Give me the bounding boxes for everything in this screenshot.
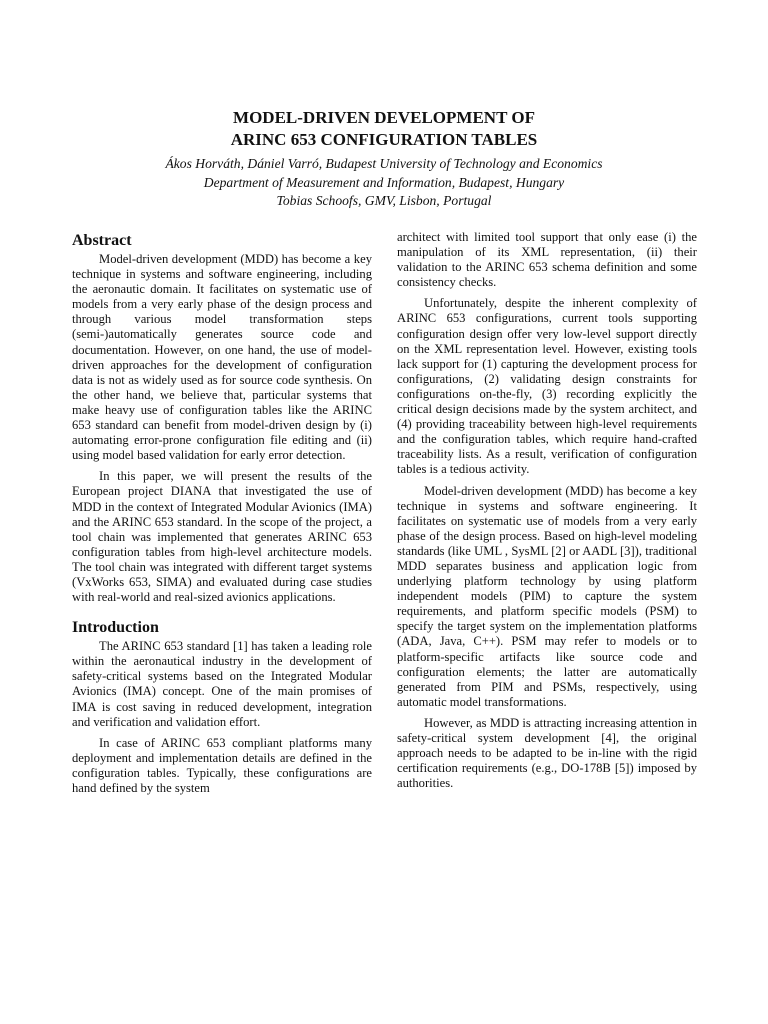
introduction-paragraph-2: In case of ARINC 653 compliant platforms many deployment and implementation details are defined in the configuration tables. Typically, these configurations are hand defined by the system (72, 735, 372, 795)
title-line-2: ARINC 653 CONFIGURATION TABLES (230, 130, 538, 149)
introduction-heading: Introduction (72, 619, 159, 637)
author-line-2: Department of Measurement and Information, Budapest, Hungary (203, 174, 565, 190)
introduction-paragraph-4: Model-driven development (MDD) has become a key technique in systems and software engineering. It facilitates on systematic use of models from a very early phase of the design process. Based on high-level modeling standards (like UML , SysML [2] or AADL [3]), traditional MDD separates business and application logic from underlying platform technology by using platform independent models (PIM) to capture the system requirements, and platform specific models (PSM) to specify the target system on the implementation platforms (ADA, Java, C++). PSM may refer to models or to platform-specific artifacts like source code and configuration elements; the latter are automatically generated from PIM and PSMs, respectively, using automatic model transformations. (397, 483, 697, 709)
abstract-heading: Abstract (72, 232, 132, 249)
author-line-3: Tobias Schoofs, GMV, Lisbon, Portugal (276, 193, 492, 208)
right-column (397, 230, 697, 797)
abstract-paragraph-2: In this paper, we will present the results of the European project DIANA that investigated the use of MDD in the context of Integrated Modular Avionics (IMA) and the ARINC 653 standard. In the scope of the project, a tool chain was implemented that generates ARINC 653 configuration tables from high-level architecture models. The tool chain was integrated with different target systems (VxWorks 653, SIMA) and evaluated during case studies with real-world and real-sized avionics applications. (72, 469, 372, 605)
introduction-paragraph-2-continued: architect with limited tool support that only ease (i) the manipulation of its XML representation, (ii) their validation to the ARINC 653 schema definition and some consistency checks. (397, 230, 697, 290)
title-line-1: MODEL-DRIVEN DEVELOPMENT OF (233, 108, 535, 127)
introduction-paragraph-3: Unfortunately, despite the inherent complexity of ARINC 653 configurations, current tools supporting configuration design offer very low-level support directly on the XML representation level. However, existing tools lack support for (1) capturing the development process for configurations, (2) validating design constraints for configurations on-the-fly, (3) recording explicitly the critical design decisions made by the system architect, and (4) providing traceability between high-level requirements and the configuration tables, which require hand-crafted traceability lists. As a result, verification of configuration tables is a tedious activity. (397, 296, 697, 477)
author-line-1: Ákos Horváth, Dániel Varró, Budapest University of Technology and Economics (165, 156, 603, 171)
paper-title (0, 107, 768, 151)
introduction-paragraph-1: The ARINC 653 standard [1] has taken a leading role within the aeronautical industry in the development of safety-critical systems based on the Integrated Modular Avionics (IMA) concept. One of the main promises of IMA is cost saving in reduced development, integration and verification and validation effort. (72, 639, 372, 729)
author-block (0, 155, 768, 211)
introduction-paragraph-5: However, as MDD is attracting increasing attention in safety-critical system development [4], the original approach needs to be adapted to be in-line with the rigid certification requirements (e.g., DO-178B [5]) imposed by authorities. (397, 715, 697, 791)
left-column (72, 230, 372, 802)
abstract-paragraph-1: Model-driven development (MDD) has become a key technique in systems and software engineering, including the aeronautic domain. It facilitates on systematic use of models from a very early phase of the design process and through various model transformation steps (semi-)automatically generates source code and documentation. However, on one hand, the use of model-driven approaches for the development of configuration data is not as widely used as for source code synthesis. On the other hand, we believe that, particular systems that make heavy use of configuration tables like the ARINC 653 standard can benefit from model-driven design by (i) automating error-prone configuration file editing and (ii) using model based validation for early error detection. (72, 252, 372, 463)
